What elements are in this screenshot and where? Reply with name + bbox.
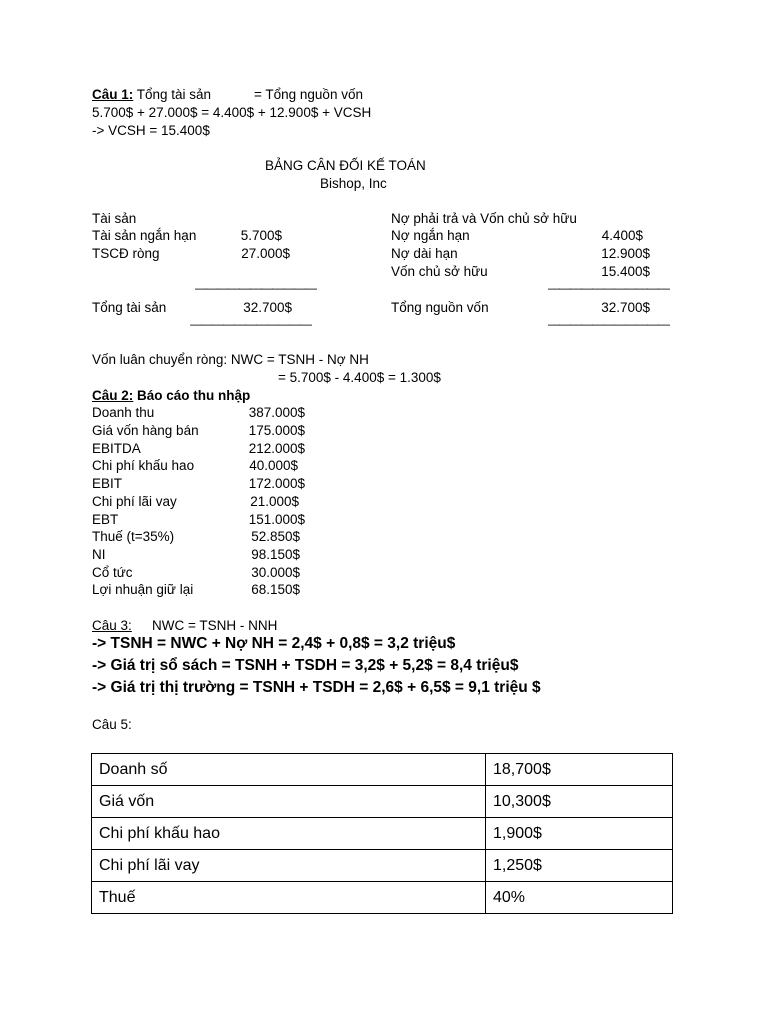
cau3-label: Câu 3: (92, 618, 132, 633)
cau2-heading (92, 387, 250, 404)
income-row-label: Thuế (t=35%) (92, 529, 175, 544)
liabilities-total-value: 32.700$ (601, 300, 650, 315)
income-row-value: 30.000$ (251, 565, 300, 580)
table-cell-label: Doanh số (92, 754, 486, 786)
balance-sheet-company: Bishop, Inc (320, 176, 387, 191)
cau3-line: -> Giá trị sổ sách = TSNH + TSDH = 3,2$ + 5,2$ = 8,4 triệu$ (92, 657, 519, 674)
table-row (92, 754, 673, 786)
cau1-line3: -> VCSH = 15.400$ (92, 123, 210, 138)
income-row-label: Lợi nhuận giữ lại (92, 582, 194, 597)
assets-header: Tài sản (92, 211, 137, 226)
cau1-line2: 5.700$ + 27.000$ = 4.400$ + 12.900$ + VCSH (92, 105, 372, 120)
assets-rule-top: ——————————— (195, 281, 316, 295)
table-row (92, 882, 673, 914)
cau1-label: Câu 1: (92, 87, 134, 102)
table-row (92, 786, 673, 818)
income-row-value: 40.000$ (249, 458, 298, 473)
assets-row-value: 27.000$ (241, 246, 290, 261)
income-row-label: Giá vốn hàng bán (92, 423, 199, 438)
table-row (92, 850, 673, 882)
assets-total-label: Tổng tài sản (92, 300, 167, 315)
liabilities-rule-top: ——————————— (548, 281, 669, 295)
table-cell-label: Giá vốn (92, 786, 486, 818)
table-cell-value: 1,900$ (486, 818, 673, 850)
table-cell-value: 18,700$ (486, 754, 673, 786)
cau3-line: -> Giá trị thị trường = TSNH + TSDH = 2,6$ + 6,5$ = 9,1 triệu $ (92, 679, 541, 696)
income-row-value: 172.000$ (248, 476, 305, 491)
liabilities-row-value: 15.400$ (601, 264, 650, 279)
income-row-label: EBT (92, 512, 119, 527)
assets-row-value: 5.700$ (240, 228, 282, 243)
liabilities-row-value: 12.900$ (601, 246, 650, 261)
table-cell-value: 40% (486, 882, 673, 914)
income-row-value: 21.000$ (250, 494, 299, 509)
liabilities-rule-bottom: ——————————— (548, 317, 669, 331)
income-row-value: 68.150$ (251, 582, 300, 597)
cau5-label: Câu 5: (92, 717, 132, 732)
income-row-label: Cổ tức (92, 565, 133, 580)
cau3-formula: NWC = TSNH - NNH (152, 618, 278, 633)
income-row-label: Doanh thu (92, 405, 155, 420)
cau1-line1-eq: = Tổng nguồn vốn (254, 87, 363, 102)
table-cell-label: Thuế (92, 882, 486, 914)
income-row-label: EBITDA (92, 441, 141, 456)
liabilities-total-label: Tổng nguồn vốn (391, 300, 489, 315)
cau1-line1 (92, 86, 211, 103)
income-row-value: 151.000$ (248, 512, 305, 527)
liabilities-header: Nợ phải trả và Vốn chủ sở hữu (391, 211, 577, 226)
liabilities-row-label: Nợ ngắn hạn (391, 228, 470, 243)
cau2-label: Câu 2: (92, 388, 134, 403)
table-cell-label: Chi phí lãi vay (92, 850, 486, 882)
cau5-table (91, 753, 673, 914)
income-row-value: 212.000$ (248, 441, 305, 456)
income-row-label: Chi phí khấu hao (92, 458, 195, 473)
cau2-title: Báo cáo thu nhập (133, 388, 251, 403)
income-row-label: EBIT (92, 476, 123, 491)
table-cell-value: 1,250$ (486, 850, 673, 882)
income-row-value: 175.000$ (248, 423, 305, 438)
income-row-label: Chi phí lãi vay (92, 494, 177, 509)
assets-row-label: Tài sản ngắn hạn (92, 228, 197, 243)
table-cell-label: Chi phí khấu hao (92, 818, 486, 850)
nwc-line2: = 5.700$ - 4.400$ = 1.300$ (278, 370, 441, 385)
income-row-label: NI (92, 547, 106, 562)
assets-rule-bottom: ——————————— (190, 317, 311, 331)
cau1-line1-rest: Tổng tài sản (133, 87, 212, 102)
liabilities-row-value: 4.400$ (601, 228, 643, 243)
table-row (92, 818, 673, 850)
liabilities-row-label: Nợ dài hạn (391, 246, 458, 261)
nwc-line1: Vốn luân chuyển ròng: NWC = TSNH - Nợ NH (92, 352, 369, 367)
balance-sheet-title: BẢNG CÂN ĐỐI KẾ TOÁN (265, 158, 426, 173)
income-row-value: 387.000$ (248, 405, 305, 420)
table-cell-value: 10,300$ (486, 786, 673, 818)
assets-total-value: 32.700$ (243, 300, 292, 315)
cau3-line: -> TSNH = NWC + Nợ NH = 2,4$ + 0,8$ = 3,2 triệu$ (92, 635, 456, 652)
liabilities-row-label: Vốn chủ sở hữu (391, 264, 488, 279)
income-row-value: 98.150$ (251, 547, 300, 562)
assets-row-label: TSCĐ ròng (92, 246, 160, 261)
income-row-value: 52.850$ (251, 529, 300, 544)
